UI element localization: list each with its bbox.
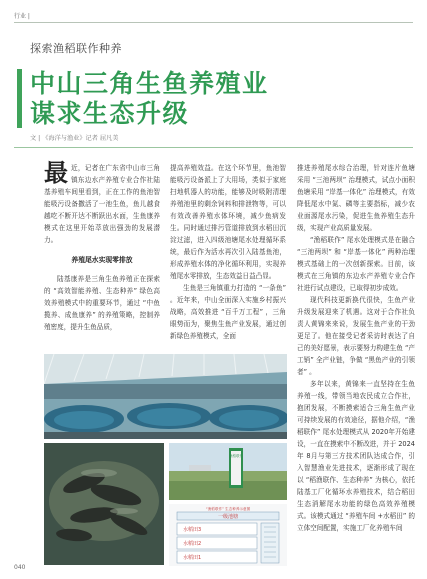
drop-cap: 最 bbox=[44, 158, 68, 187]
paragraph: “渔稻联作” 尾水处理模式是在融合 “三池两坝” 和 “岸基一体化” 两种治理模式基础上的一次创新探索。目前，该模式在三角镇的东边水产养殖专业合作社进行试点建设，已取得初步成效。 bbox=[297, 236, 415, 292]
top-divider bbox=[14, 22, 413, 23]
byline: 文 | 《海洋与渔业》记者 屈凡美 bbox=[30, 135, 119, 142]
paragraph: 最近，记者在广东省中山市三角镇东边水产养殖专业合作社陆基养殖车间里看到，正在工作的鱼池智能吸污设备撒活了一池生鱼，鱼儿越食越吃不断开达不断跃出水面，生鱼康养模式在这里开始萃放出强劲的发展潜力。 bbox=[44, 158, 160, 244]
diagram-pond-label: 一级池塘 bbox=[217, 514, 239, 520]
paragraph: 推进养殖尾水综合治理，针对连片鱼塘采用 “三池两坝” 治理模式，试点小面积鱼塘采用 “岸基一体化” 治理模式，有效降低尾水中氮、磷等主要指标，减少农业面源尾水污染，促进生鱼养殖生态升级，实现产业高质量发展。 bbox=[297, 164, 415, 232]
diagram-field-label: 水稻田2 bbox=[183, 541, 202, 547]
paragraph: 现代科技更新换代很快，生鱼产业升级发展迎来了机遇。这对于合作社负责人黄锦来来说，发展生鱼产业的干劲更足了。他在接受记者采访时表达了自己的美好愿景，表示要努力构建生鱼 “产工销” 全产业链，争做 “黑鱼产业的引领者” 。 bbox=[297, 296, 415, 376]
title-accent-bar bbox=[17, 69, 22, 128]
greenhouse-photo bbox=[44, 354, 287, 439]
article-column-1 bbox=[44, 158, 160, 333]
paragraph: 多年以来，黄锦来一直坚持在生鱼养殖一线，带领当地农民成立合作社，抱团发展，不断摸索适合三角生鱼产业可持续发展的有效途径，据他介绍，“渔稻联作” 尾水处理模式从 2020年开始建设，一直在摸索中不断改进，并于 2024年 8月与第三方技术团队达成合作，引入智慧渔业先进技术，逐渐形成了现在以 “稻渔联作、生态种养” 为核心，依托陆基工厂化循环水养殖技术，结合稻田生态消解尾水功能的绿色高效养殖模式。该模式通过 “养殖车间 +水稻田” 的立体空间配置，实施工厂化养殖车间 bbox=[297, 380, 415, 532]
title-divider bbox=[14, 147, 413, 148]
subheading: 养殖尾水实现零排放 bbox=[71, 256, 133, 264]
kicker: 探索渔稻联作种养 bbox=[30, 42, 122, 55]
rice-field-photo bbox=[169, 443, 287, 500]
page-number: 040 bbox=[14, 564, 26, 571]
section-label: 行业 | bbox=[14, 13, 30, 20]
article-column-2 bbox=[170, 162, 286, 342]
paragraph: 陆基康养是三角生鱼养殖正在探索的 “高效智能养殖、生态种养” 绿色高效养殖模式中的重要环节，通过 “中鱼揽养、成鱼康养” 的养殖策略，控制养殖密度，提升生鱼品质， bbox=[44, 275, 160, 331]
diagram-field-label: 水稻田1 bbox=[183, 555, 202, 561]
sign-text: 渔稻联作 bbox=[229, 454, 243, 458]
fish-photo bbox=[44, 443, 164, 565]
farming-diagram bbox=[169, 504, 287, 566]
diagram-caption: “渔稻联作” 生态种养示意图 bbox=[205, 507, 251, 511]
paragraph: 提高养殖效益。在这个环节里，鱼池智能吸污设备派上了大用场，类似于家庭扫地机器人的功能，能够及时吸附清理养殖池里的剩余饲料和排泄物等，可以有效改善养殖水体环境，减少鱼病发生。同时通过排污管道排放到水稻田沉淀过滤，进入四级池塘尾水处理循环系统，最后作为活水再次引入陆基鱼池，形成养殖水体的净化循环利用，实现养殖尾水零排放，生态效益日益凸显。 bbox=[170, 164, 286, 280]
paragraph: 生鱼是三角镇重力打造的 “一条鱼” 。近年来，中山全面深入实施乡村振兴战略，高效推进 “百千万工程” ，三角眼势而为，聚焦生鱼产业发展，通过创新绿色养殖模式，全面 bbox=[170, 284, 286, 340]
page-title-line1: 中山三角生鱼养殖业 bbox=[30, 69, 269, 98]
diagram-field-label: 水稻田3 bbox=[183, 527, 202, 533]
article-column-3 bbox=[297, 162, 415, 534]
page-title-line2: 谋求生态升级 bbox=[30, 99, 190, 128]
